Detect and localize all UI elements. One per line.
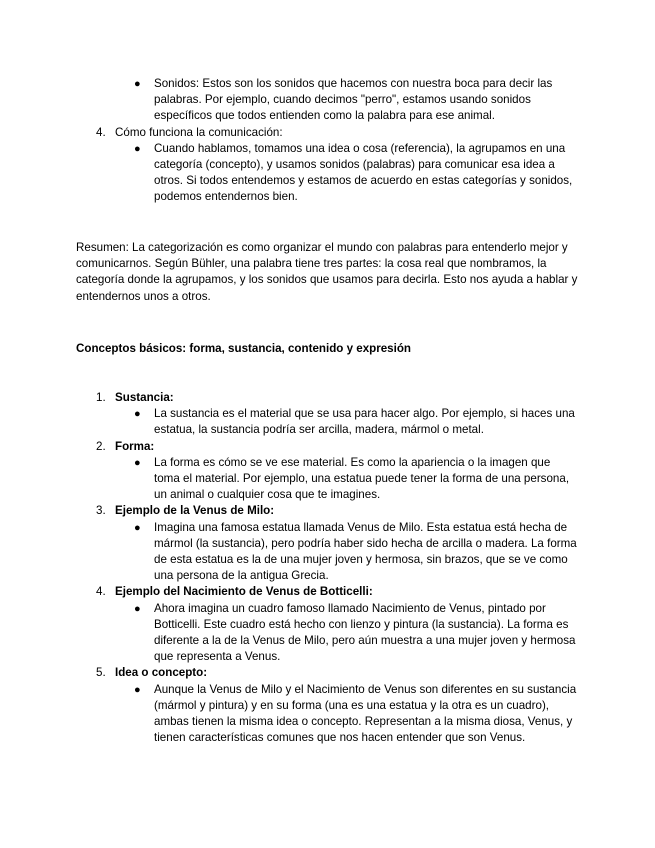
concept-title: Sustancia:: [115, 391, 174, 404]
comunicacion-text: Cuando hablamos, tomamos una idea o cosa (referencia), la agrupamos en una categoría (concepto), y usamos sonidos (palabras) para comunicar esa idea a otros. Si todos entendemos y estamos de acuerdo en estas categorías y sonidos, podemos entendernos bien.: [154, 141, 573, 204]
list-number: 1.: [96, 391, 106, 404]
concept-title: Idea o concepto:: [115, 666, 208, 680]
concept-bullet-5: [0, 682, 579, 747]
concept-item-2: [0, 439, 585, 455]
concept-bullet-4: [0, 601, 579, 666]
list-number: 4.: [96, 585, 106, 599]
bullet-icon: ●: [134, 142, 141, 155]
concept-title: Forma:: [115, 439, 155, 453]
section-heading: Conceptos básicos: forma, sustancia, contenido y expresión: [76, 342, 412, 355]
concept-item-4: [0, 584, 585, 600]
concept-item-3: [0, 503, 585, 519]
bullet-icon: ●: [134, 683, 141, 696]
list-number: 4.: [96, 125, 106, 139]
list-item-comunicacion: [0, 125, 585, 141]
concept-text: Ahora imagina un cuadro famoso llamado Nacimiento de Venus, pintado por Botticelli. Este cuadro está hecho con lienzo y pintura (la sustancia). La forma es diferente a la de la Venus de Milo, pero aún muestra a una mujer joven y hermosa que representa a Venus.: [154, 601, 576, 664]
concept-text: La forma es cómo se ve ese material. Es como la apariencia o la imagen que toma el material. Por ejemplo, una estatua puede tener la forma de una persona, un animal o cualquier cosa que te imagines.: [154, 455, 570, 502]
concept-title: Ejemplo del Nacimiento de Venus de Botticelli:: [115, 585, 373, 599]
top-list: [0, 76, 655, 206]
bullet-icon: ●: [134, 456, 141, 469]
list-item-comunicacion-bullet: [0, 141, 579, 206]
concepts-list: [0, 390, 655, 746]
concept-text: La sustancia es el material que se usa para hacer algo. Por ejemplo, si haces una estatua, la sustancia podría ser arcilla, madera, mármol o metal.: [154, 407, 575, 437]
concept-bullet-1: [0, 406, 579, 438]
concept-bullet-3: [0, 520, 579, 585]
concept-text: Imagina una famosa estatua llamada Venus de Milo. Esta estatua está hecha de mármol (la sustancia), pero podría haber sido hecha de arcilla o madera. La forma de esta estatua es la de una mujer joven y hermosa, sin brazos, que se ve como una persona de la antigua Grecia.: [154, 520, 577, 583]
sonidos-text: Sonidos: Estos son los sonidos que hacemos con nuestra boca para decir las palabras. Por ejemplo, cuando decimos "perro", estamos usando sonidos específicos que todos entienden como la palabra para ese animal.: [154, 77, 553, 123]
bullet-icon: ●: [134, 521, 141, 534]
list-number: 3.: [96, 504, 106, 518]
concept-title: Ejemplo de la Venus de Milo:: [115, 504, 275, 518]
concept-text: Aunque la Venus de Milo y el Nacimiento de Venus son diferentes en su sustancia (mármol y pintura) y en su forma (una es una estatua y la otra es un cuadro), ambas tienen la misma idea o concepto. Representan a la misma diosa, Venus, y tienen características comunes que nos hacen entender que son Venus.: [154, 682, 577, 745]
concept-item-5: [0, 665, 585, 681]
list-item-title: Cómo funciona la comunicación:: [115, 125, 283, 139]
bullet-icon: ●: [134, 408, 141, 421]
bullet-icon: ●: [134, 602, 141, 615]
list-number: 5.: [96, 666, 106, 680]
list-number: 2.: [96, 439, 106, 453]
summary-paragraph: Resumen: La categorización es como organizar el mundo con palabras para entenderlo mejor y comunicarnos. Según Bühler, una palabra tiene tres partes: la cosa real que nombramos, la categoría donde la agrupamos, y los sonidos que usamos para decirla. Esto nos ayuda a hablar y entendernos unos a otros.: [76, 241, 578, 303]
bullet-icon: ●: [134, 78, 141, 90]
concept-bullet-2: [0, 455, 579, 504]
concept-item-1: [0, 390, 585, 406]
list-item-sonidos: [0, 76, 579, 125]
